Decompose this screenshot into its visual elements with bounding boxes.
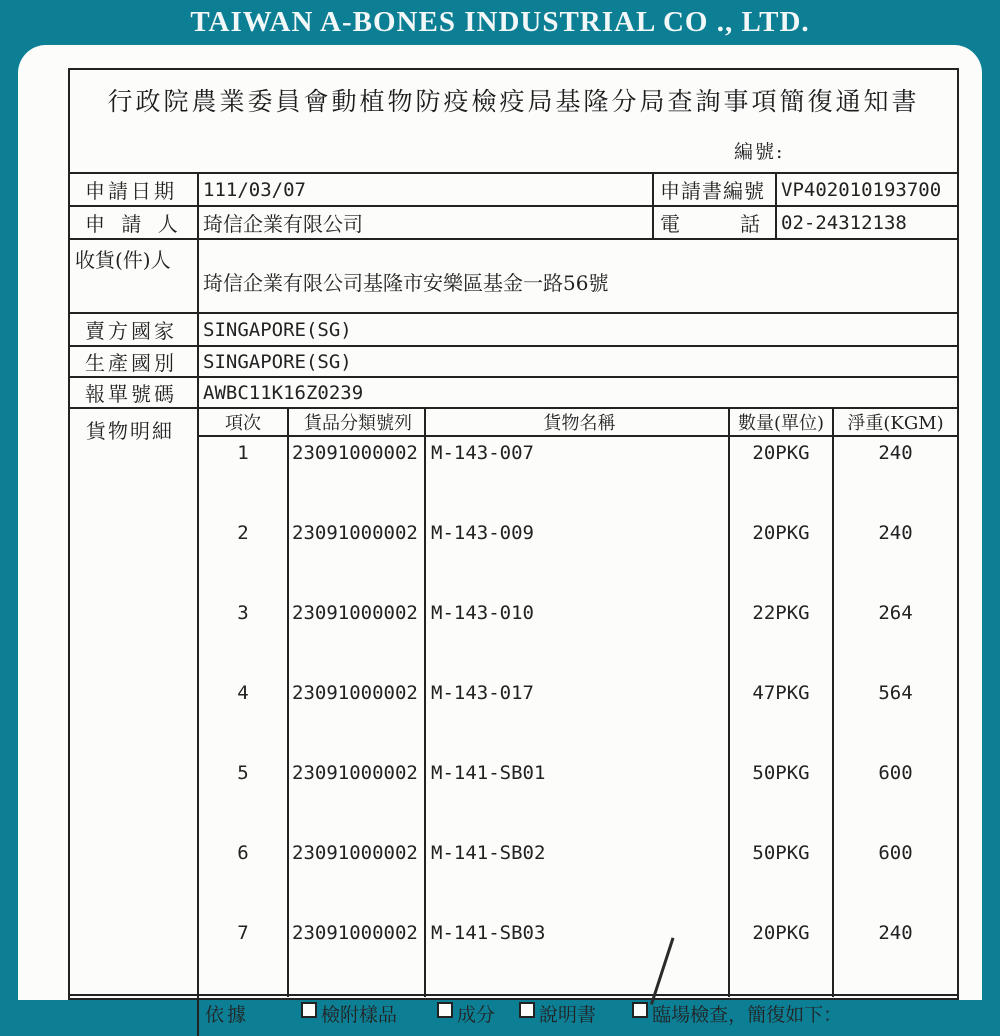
goods-name: M-141-SB03 [426, 917, 730, 997]
header-quantity: 數量(單位) [730, 409, 834, 435]
class-code: 23091000002 [289, 677, 426, 757]
row-consignee [70, 240, 957, 314]
declaration-no-label: 報單號碼 [70, 378, 199, 407]
item-no: 2 [199, 517, 289, 597]
application-no-label: 申請書編號 [654, 174, 777, 205]
item-no: 7 [199, 917, 289, 997]
row-applicant [70, 207, 957, 240]
application-no-value: VP402010193700 [781, 178, 942, 201]
sample-checkbox-label: 檢附樣品 [321, 1004, 398, 1026]
ingredient-checkbox [437, 1002, 453, 1018]
class-code: 23091000002 [289, 517, 426, 597]
quantity: 20PKG [730, 917, 834, 997]
goods-table-body [199, 437, 957, 997]
seller-country-label: 賣方國家 [70, 314, 199, 345]
manual-checkbox-label: 說明書 [539, 1004, 597, 1026]
item-no: 1 [199, 437, 289, 517]
goods-section [70, 409, 957, 996]
checkbox-group-sample [301, 1000, 397, 1027]
goods-section-label: 貨物明細 [70, 409, 199, 994]
row-declaration-no [70, 378, 957, 409]
document-title: 行政院農業委員會動植物防疫檢疫局基隆分局查詢事項簡復通知書 [107, 87, 920, 116]
goods-row [199, 597, 957, 677]
goods-name: M-141-SB02 [426, 837, 730, 917]
class-code: 23091000002 [289, 437, 426, 517]
class-code: 23091000002 [289, 757, 426, 837]
class-code: 23091000002 [289, 837, 426, 917]
applicant-value: 琦信企業有限公司 [199, 207, 654, 238]
basis-row-left-cell [70, 996, 199, 1036]
origin-country-value: SINGAPORE(SG) [203, 350, 352, 373]
checkbox-group-onsite-inspection [632, 1000, 842, 1027]
row-seller-country [70, 314, 957, 347]
goods-table-header [199, 409, 957, 437]
goods-row [199, 917, 957, 997]
sample-checkbox [301, 1002, 317, 1018]
ingredient-checkbox-label: 成分 [457, 1004, 496, 1026]
goods-row [199, 757, 957, 837]
net-weight: 240 [878, 522, 913, 544]
origin-country-label: 生產國別 [70, 347, 199, 376]
goods-table [199, 409, 957, 994]
basis-row [70, 996, 957, 1036]
goods-row [199, 517, 957, 597]
consignee-label: 收貨(件)人 [70, 240, 199, 312]
class-code: 23091000002 [289, 597, 426, 677]
basis-label: 依據 [205, 1004, 250, 1026]
applicant-label: 申 請 人 [70, 207, 199, 238]
class-code: 23091000002 [289, 917, 426, 997]
manual-checkbox [519, 1002, 535, 1018]
goods-name: M-143-010 [426, 597, 730, 677]
ref-number-label: 編號: [734, 141, 785, 163]
header-net-weight: 淨重(KGM) [847, 413, 944, 434]
header-item-no: 項次 [199, 409, 289, 435]
phone-value: 02-24312138 [781, 211, 907, 234]
quantity: 50PKG [730, 837, 834, 917]
checkbox-group-ingredient [437, 1000, 495, 1027]
scanned-document [68, 68, 959, 1026]
item-no: 4 [199, 677, 289, 757]
header-goods-name: 貨物名稱 [426, 409, 730, 435]
document-title-box [70, 82, 957, 174]
row-apply-date [70, 174, 957, 207]
item-no: 6 [199, 837, 289, 917]
row-origin-country [70, 347, 957, 378]
net-weight: 240 [878, 922, 913, 944]
header-class-code: 貨品分類號列 [289, 409, 426, 435]
seller-country-value: SINGAPORE(SG) [203, 318, 352, 341]
quantity: 47PKG [730, 677, 834, 757]
quantity: 20PKG [730, 437, 834, 517]
net-weight: 600 [878, 842, 913, 864]
goods-row [199, 677, 957, 757]
declaration-no-value: AWBC11K16Z0239 [203, 381, 364, 404]
apply-date-label: 申請日期 [70, 174, 199, 205]
goods-name: M-141-SB01 [426, 757, 730, 837]
goods-name: M-143-017 [426, 677, 730, 757]
net-weight: 264 [878, 602, 913, 624]
goods-row [199, 837, 957, 917]
quantity: 50PKG [730, 757, 834, 837]
quantity: 20PKG [730, 517, 834, 597]
basis-row-content [199, 996, 957, 1036]
onsite-inspection-checkbox [632, 1002, 648, 1018]
net-weight: 240 [878, 442, 913, 464]
company-banner [0, 0, 1000, 45]
goods-name: M-143-007 [426, 437, 730, 517]
item-no: 3 [199, 597, 289, 677]
net-weight: 564 [878, 682, 913, 704]
goods-row [199, 437, 957, 517]
quantity: 22PKG [730, 597, 834, 677]
company-name: TAIWAN A-BONES INDUSTRIAL CO ., LTD. [190, 6, 810, 38]
phone-label: 電 話 [654, 207, 777, 238]
apply-date-value: 111/03/07 [199, 174, 654, 205]
net-weight: 600 [878, 762, 913, 784]
consignee-value: 琦信企業有限公司基隆市安樂區基金一路56號 [203, 271, 609, 295]
onsite-inspection-checkbox-label: 臨場檢查，簡復如下： [652, 1004, 843, 1026]
goods-name: M-143-009 [426, 517, 730, 597]
item-no: 5 [199, 757, 289, 837]
checkbox-group-manual [519, 1000, 596, 1027]
